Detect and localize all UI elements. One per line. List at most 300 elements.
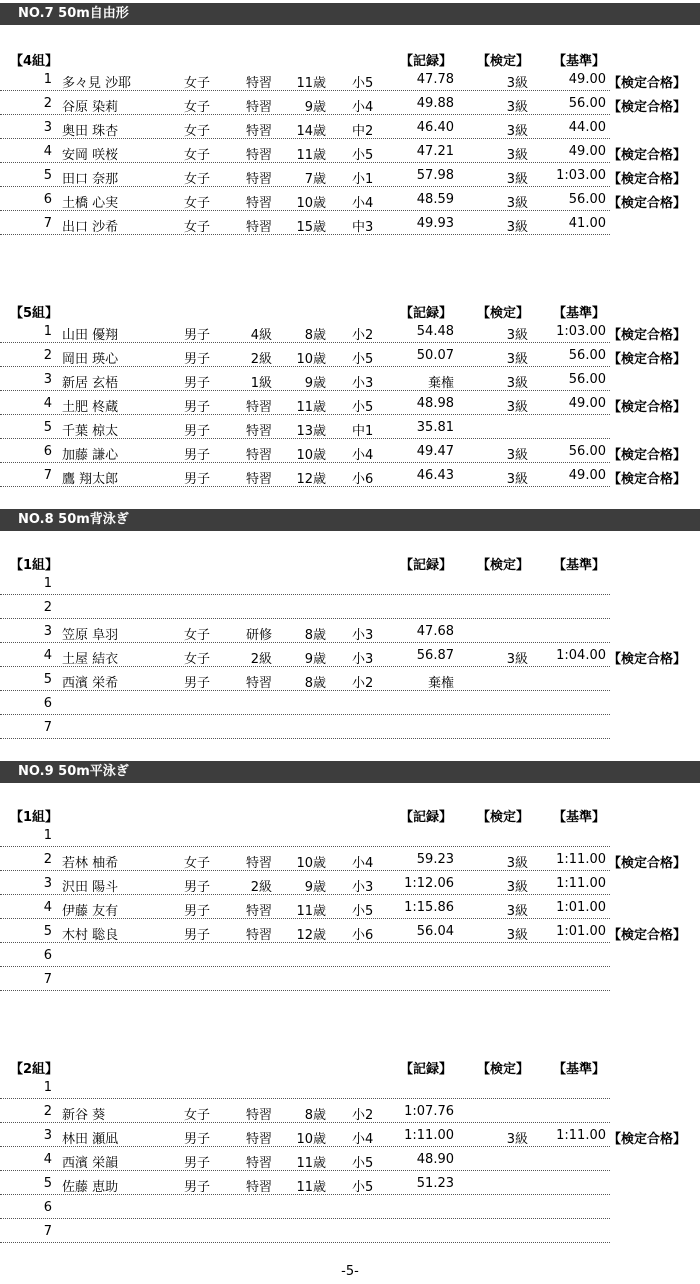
gender: 女子: [184, 172, 211, 187]
record-time: 56.04: [416, 924, 454, 939]
entry-number: 6: [43, 1200, 52, 1215]
group-label: 【4組】: [10, 54, 59, 69]
age: 9歳: [304, 652, 326, 667]
entry-number: 4: [43, 900, 52, 915]
school-grade: 小3: [352, 652, 374, 667]
standard-time: 1:01.00: [556, 924, 606, 939]
entry-number: 5: [43, 168, 52, 183]
test-grade: 3級: [506, 928, 528, 943]
table-row: [0, 1100, 700, 1124]
table-row: [0, 896, 700, 920]
standard-time: 1:03.00: [556, 324, 606, 339]
swimmer-name: 奥田 珠杏: [62, 124, 119, 139]
pass-badge: 【検定合格】: [608, 328, 687, 343]
standard-time: 1:11.00: [556, 876, 606, 891]
test-grade: 3級: [506, 376, 528, 391]
group-label: 【2組】: [10, 1062, 59, 1077]
gender: 男子: [184, 376, 211, 391]
test-grade: 3級: [506, 856, 528, 871]
record-time: 48.90: [416, 1152, 454, 1167]
age: 10歳: [296, 196, 326, 211]
gender: 男子: [184, 904, 211, 919]
gender: 男子: [184, 880, 211, 895]
group-header: [0, 1056, 700, 1076]
heat-group: [0, 48, 700, 236]
row-divider: [0, 594, 610, 595]
school-grade: 小3: [352, 628, 374, 643]
test-grade: 3級: [506, 328, 528, 343]
record-header: 【記録】: [400, 558, 453, 573]
entry-number: 6: [43, 696, 52, 711]
school-grade: 小3: [352, 880, 374, 895]
table-row: [0, 92, 700, 116]
table-row: [0, 716, 700, 740]
heat-group: [0, 300, 700, 488]
test-grade: 3級: [506, 148, 528, 163]
entry-number: 3: [43, 876, 52, 891]
row-divider: [0, 918, 610, 919]
entry-number: 4: [43, 144, 52, 159]
table-row: [0, 1124, 700, 1148]
kentei-header: 【検定】: [477, 810, 530, 825]
swimmer-name: 若林 柚希: [62, 856, 119, 871]
row-divider: [0, 1170, 610, 1171]
test-grade: 3級: [506, 652, 528, 667]
table-row: [0, 344, 700, 368]
standard-time: 1:01.00: [556, 900, 606, 915]
class-level: 研修: [245, 628, 272, 643]
school-grade: 小4: [352, 196, 374, 211]
swimmer-name: 土橋 心実: [62, 196, 119, 211]
table-row: [0, 920, 700, 944]
swimmer-name: 佐藤 恵助: [62, 1180, 119, 1195]
class-level: 特習: [245, 100, 272, 115]
gender: 男子: [184, 676, 211, 691]
table-row: [0, 644, 700, 668]
record-time: 50.07: [416, 348, 454, 363]
class-level: 特習: [245, 148, 272, 163]
standard-time: 49.00: [568, 144, 606, 159]
gender: 男子: [184, 424, 211, 439]
record-time: 51.23: [416, 1176, 454, 1191]
entry-number: 2: [43, 600, 52, 615]
swimmer-name: 新谷 葵: [62, 1108, 106, 1123]
record-time: 47.68: [416, 624, 454, 639]
swimmer-name: 沢田 陽斗: [62, 880, 119, 895]
record-time: 57.98: [416, 168, 454, 183]
school-grade: 小5: [352, 1156, 374, 1171]
school-grade: 小4: [352, 1132, 374, 1147]
test-grade: 3級: [506, 220, 528, 235]
gender: 女子: [184, 196, 211, 211]
row-divider: [0, 870, 610, 871]
row-divider: [0, 186, 610, 187]
entry-number: 3: [43, 120, 52, 135]
entry-number: 1: [43, 1080, 52, 1095]
table-row: [0, 140, 700, 164]
record-time: 46.40: [416, 120, 454, 135]
row-divider: [0, 462, 610, 463]
gender: 男子: [184, 1132, 211, 1147]
entry-number: 7: [43, 1224, 52, 1239]
row-divider: [0, 162, 610, 163]
row-divider: [0, 210, 610, 211]
table-row: [0, 368, 700, 392]
age: 11歳: [296, 400, 326, 415]
class-level: 特習: [245, 400, 272, 415]
record-time: 47.21: [416, 144, 454, 159]
record-time: 1:11.00: [404, 1128, 454, 1143]
swimmer-name: 鷹 翔太郎: [62, 472, 119, 487]
pass-badge: 【検定合格】: [608, 172, 687, 187]
table-row: [0, 320, 700, 344]
kentei-header: 【検定】: [477, 1062, 530, 1077]
row-divider: [0, 618, 610, 619]
school-grade: 小2: [352, 1108, 374, 1123]
class-level: 2級: [250, 352, 272, 367]
table-row: [0, 848, 700, 872]
record-time: 1:12.06: [404, 876, 454, 891]
table-row: [0, 392, 700, 416]
swimmer-name: 笠原 阜羽: [62, 628, 119, 643]
table-row: [0, 872, 700, 896]
gender: 女子: [184, 76, 211, 91]
swimmer-name: 林田 瀬凪: [62, 1132, 119, 1147]
heat-group: [0, 804, 700, 992]
row-divider: [0, 1242, 610, 1243]
age: 9歳: [304, 100, 326, 115]
record-time: 棄権: [427, 376, 454, 391]
record-time: 54.48: [416, 324, 454, 339]
record-time: 56.87: [416, 648, 454, 663]
class-level: 1級: [250, 376, 272, 391]
gender: 男子: [184, 400, 211, 415]
record-time: 35.81: [416, 420, 454, 435]
pass-badge: 【検定合格】: [608, 652, 687, 667]
table-row: [0, 1076, 700, 1100]
table-row: [0, 968, 700, 992]
class-level: 特習: [245, 676, 272, 691]
group-label: 【5組】: [10, 306, 59, 321]
swimmer-name: 岡田 瑛心: [62, 352, 119, 367]
age: 13歳: [296, 424, 326, 439]
age: 7歳: [304, 172, 326, 187]
age: 8歳: [304, 328, 326, 343]
table-row: [0, 440, 700, 464]
record-time: 59.23: [416, 852, 454, 867]
test-grade: 3級: [506, 100, 528, 115]
entry-number: 6: [43, 192, 52, 207]
table-row: [0, 116, 700, 140]
swimmer-name: 西濱 栄希: [62, 676, 119, 691]
row-divider: [0, 486, 610, 487]
heat-group: [0, 552, 700, 740]
school-grade: 中1: [352, 424, 374, 439]
kijun-header: 【基準】: [553, 306, 606, 321]
row-divider: [0, 690, 610, 691]
pass-badge: 【検定合格】: [608, 1132, 687, 1147]
school-grade: 中3: [352, 220, 374, 235]
entry-number: 4: [43, 396, 52, 411]
heat-group: [0, 1056, 700, 1244]
row-divider: [0, 342, 610, 343]
swimmer-name: 土肥 柊蔵: [62, 400, 119, 415]
age: 9歳: [304, 376, 326, 391]
table-row: [0, 1196, 700, 1220]
class-level: 特習: [245, 856, 272, 871]
entry-number: 1: [43, 828, 52, 843]
record-header: 【記録】: [400, 306, 453, 321]
record-time: 47.78: [416, 72, 454, 87]
table-row: [0, 188, 700, 212]
age: 11歳: [296, 76, 326, 91]
table-row: [0, 416, 700, 440]
class-level: 4級: [250, 328, 272, 343]
row-divider: [0, 114, 610, 115]
age: 15歳: [296, 220, 326, 235]
row-divider: [0, 990, 610, 991]
table-row: [0, 596, 700, 620]
school-grade: 小2: [352, 328, 374, 343]
kentei-header: 【検定】: [477, 558, 530, 573]
pass-badge: 【検定合格】: [608, 76, 687, 91]
swimmer-name: 安岡 咲桜: [62, 148, 119, 163]
gender: 女子: [184, 1108, 211, 1123]
entry-number: 3: [43, 624, 52, 639]
age: 11歳: [296, 148, 326, 163]
test-grade: 3級: [506, 472, 528, 487]
test-grade: 3級: [506, 172, 528, 187]
age: 11歳: [296, 1156, 326, 1171]
section-header-no9: NO.9 50m平泳ぎ: [0, 761, 700, 783]
row-divider: [0, 414, 610, 415]
standard-time: 1:04.00: [556, 648, 606, 663]
gender: 男子: [184, 1156, 211, 1171]
standard-time: 1:11.00: [556, 852, 606, 867]
gender: 男子: [184, 472, 211, 487]
entry-number: 1: [43, 72, 52, 87]
row-divider: [0, 714, 610, 715]
standard-time: 41.00: [568, 216, 606, 231]
entry-number: 1: [43, 324, 52, 339]
row-divider: [0, 234, 610, 235]
pass-badge: 【検定合格】: [608, 148, 687, 163]
row-divider: [0, 390, 610, 391]
gender: 女子: [184, 652, 211, 667]
age: 8歳: [304, 1108, 326, 1123]
standard-time: 49.00: [568, 396, 606, 411]
age: 11歳: [296, 1180, 326, 1195]
gender: 女子: [184, 124, 211, 139]
gender: 男子: [184, 352, 211, 367]
record-header: 【記録】: [400, 1062, 453, 1077]
swimmer-name: 西濱 栄韻: [62, 1156, 119, 1171]
entry-number: 3: [43, 1128, 52, 1143]
row-divider: [0, 942, 610, 943]
record-time: 棄権: [427, 676, 454, 691]
class-level: 特習: [245, 1132, 272, 1147]
row-divider: [0, 1122, 610, 1123]
class-level: 特習: [245, 448, 272, 463]
table-row: [0, 164, 700, 188]
entry-number: 5: [43, 672, 52, 687]
row-divider: [0, 1194, 610, 1195]
standard-time: 56.00: [568, 372, 606, 387]
group-header: [0, 552, 700, 572]
table-row: [0, 824, 700, 848]
test-grade: 3級: [506, 352, 528, 367]
test-grade: 3級: [506, 400, 528, 415]
school-grade: 小5: [352, 76, 374, 91]
class-level: 特習: [245, 1180, 272, 1195]
swimmer-name: 千葉 椋太: [62, 424, 119, 439]
row-divider: [0, 366, 610, 367]
group-label: 【1組】: [10, 810, 59, 825]
entry-number: 7: [43, 972, 52, 987]
pass-badge: 【検定合格】: [608, 400, 687, 415]
age: 9歳: [304, 880, 326, 895]
entry-number: 1: [43, 576, 52, 591]
school-grade: 小3: [352, 376, 374, 391]
age: 12歳: [296, 472, 326, 487]
kijun-header: 【基準】: [553, 810, 606, 825]
group-label: 【1組】: [10, 558, 59, 573]
entry-number: 6: [43, 444, 52, 459]
school-grade: 小5: [352, 400, 374, 415]
table-row: [0, 1172, 700, 1196]
standard-time: 1:03.00: [556, 168, 606, 183]
school-grade: 小4: [352, 448, 374, 463]
pass-badge: 【検定合格】: [608, 100, 687, 115]
table-row: [0, 692, 700, 716]
school-grade: 小1: [352, 172, 374, 187]
gender: 男子: [184, 328, 211, 343]
swimmer-name: 新居 玄梧: [62, 376, 119, 391]
entry-number: 7: [43, 468, 52, 483]
kijun-header: 【基準】: [553, 54, 606, 69]
swimmer-name: 加藤 謙心: [62, 448, 119, 463]
school-grade: 小4: [352, 100, 374, 115]
entry-number: 2: [43, 96, 52, 111]
pass-badge: 【検定合格】: [608, 472, 687, 487]
standard-time: 56.00: [568, 192, 606, 207]
school-grade: 小5: [352, 1180, 374, 1195]
age: 10歳: [296, 352, 326, 367]
school-grade: 小5: [352, 904, 374, 919]
record-time: 1:07.76: [404, 1104, 454, 1119]
school-grade: 小6: [352, 928, 374, 943]
class-level: 特習: [245, 76, 272, 91]
class-level: 特習: [245, 928, 272, 943]
class-level: 2級: [250, 880, 272, 895]
group-header: [0, 804, 700, 824]
group-header: [0, 300, 700, 320]
class-level: 特習: [245, 424, 272, 439]
table-row: [0, 464, 700, 488]
age: 12歳: [296, 928, 326, 943]
age: 10歳: [296, 1132, 326, 1147]
entry-number: 4: [43, 1152, 52, 1167]
test-grade: 3級: [506, 76, 528, 91]
record-time: 48.98: [416, 396, 454, 411]
row-divider: [0, 138, 610, 139]
school-grade: 小2: [352, 676, 374, 691]
class-level: 特習: [245, 472, 272, 487]
school-grade: 小6: [352, 472, 374, 487]
entry-number: 3: [43, 372, 52, 387]
test-grade: 3級: [506, 124, 528, 139]
pass-badge: 【検定合格】: [608, 928, 687, 943]
entry-number: 2: [43, 1104, 52, 1119]
age: 10歳: [296, 448, 326, 463]
record-time: 46.43: [416, 468, 454, 483]
swimmer-name: 多々見 沙耶: [62, 76, 132, 91]
class-level: 特習: [245, 1156, 272, 1171]
test-grade: 3級: [506, 196, 528, 211]
row-divider: [0, 90, 610, 91]
entry-number: 7: [43, 720, 52, 735]
class-level: 特習: [245, 172, 272, 187]
swimmer-name: 伊藤 友有: [62, 904, 119, 919]
section-header-no8: NO.8 50m背泳ぎ: [0, 509, 700, 531]
kentei-header: 【検定】: [477, 54, 530, 69]
age: 14歳: [296, 124, 326, 139]
record-time: 49.88: [416, 96, 454, 111]
class-level: 特習: [245, 124, 272, 139]
gender: 男子: [184, 928, 211, 943]
page-number: -5-: [341, 1264, 359, 1279]
row-divider: [0, 894, 610, 895]
swimmer-name: 木村 聡良: [62, 928, 119, 943]
group-header: [0, 48, 700, 68]
age: 8歳: [304, 628, 326, 643]
row-divider: [0, 966, 610, 967]
row-divider: [0, 438, 610, 439]
gender: 男子: [184, 1180, 211, 1195]
gender: 女子: [184, 628, 211, 643]
record-header: 【記録】: [400, 810, 453, 825]
table-row: [0, 212, 700, 236]
section-header-no7: NO.7 50m自由形: [0, 3, 700, 25]
standard-time: 44.00: [568, 120, 606, 135]
pass-badge: 【検定合格】: [608, 448, 687, 463]
school-grade: 中2: [352, 124, 374, 139]
age: 8歳: [304, 676, 326, 691]
age: 11歳: [296, 904, 326, 919]
entry-number: 2: [43, 348, 52, 363]
class-level: 特習: [245, 196, 272, 211]
swimmer-name: 出口 沙希: [62, 220, 119, 235]
swimmer-name: 谷原 染莉: [62, 100, 119, 115]
entry-number: 5: [43, 1176, 52, 1191]
standard-time: 56.00: [568, 96, 606, 111]
age: 10歳: [296, 856, 326, 871]
row-divider: [0, 642, 610, 643]
school-grade: 小4: [352, 856, 374, 871]
row-divider: [0, 666, 610, 667]
table-row: [0, 1148, 700, 1172]
pass-badge: 【検定合格】: [608, 352, 687, 367]
swimmer-name: 土屋 結衣: [62, 652, 119, 667]
record-time: 49.47: [416, 444, 454, 459]
test-grade: 3級: [506, 904, 528, 919]
swimmer-name: 山田 優翔: [62, 328, 119, 343]
kentei-header: 【検定】: [477, 306, 530, 321]
class-level: 特習: [245, 220, 272, 235]
table-row: [0, 572, 700, 596]
test-grade: 3級: [506, 880, 528, 895]
class-level: 2級: [250, 652, 272, 667]
